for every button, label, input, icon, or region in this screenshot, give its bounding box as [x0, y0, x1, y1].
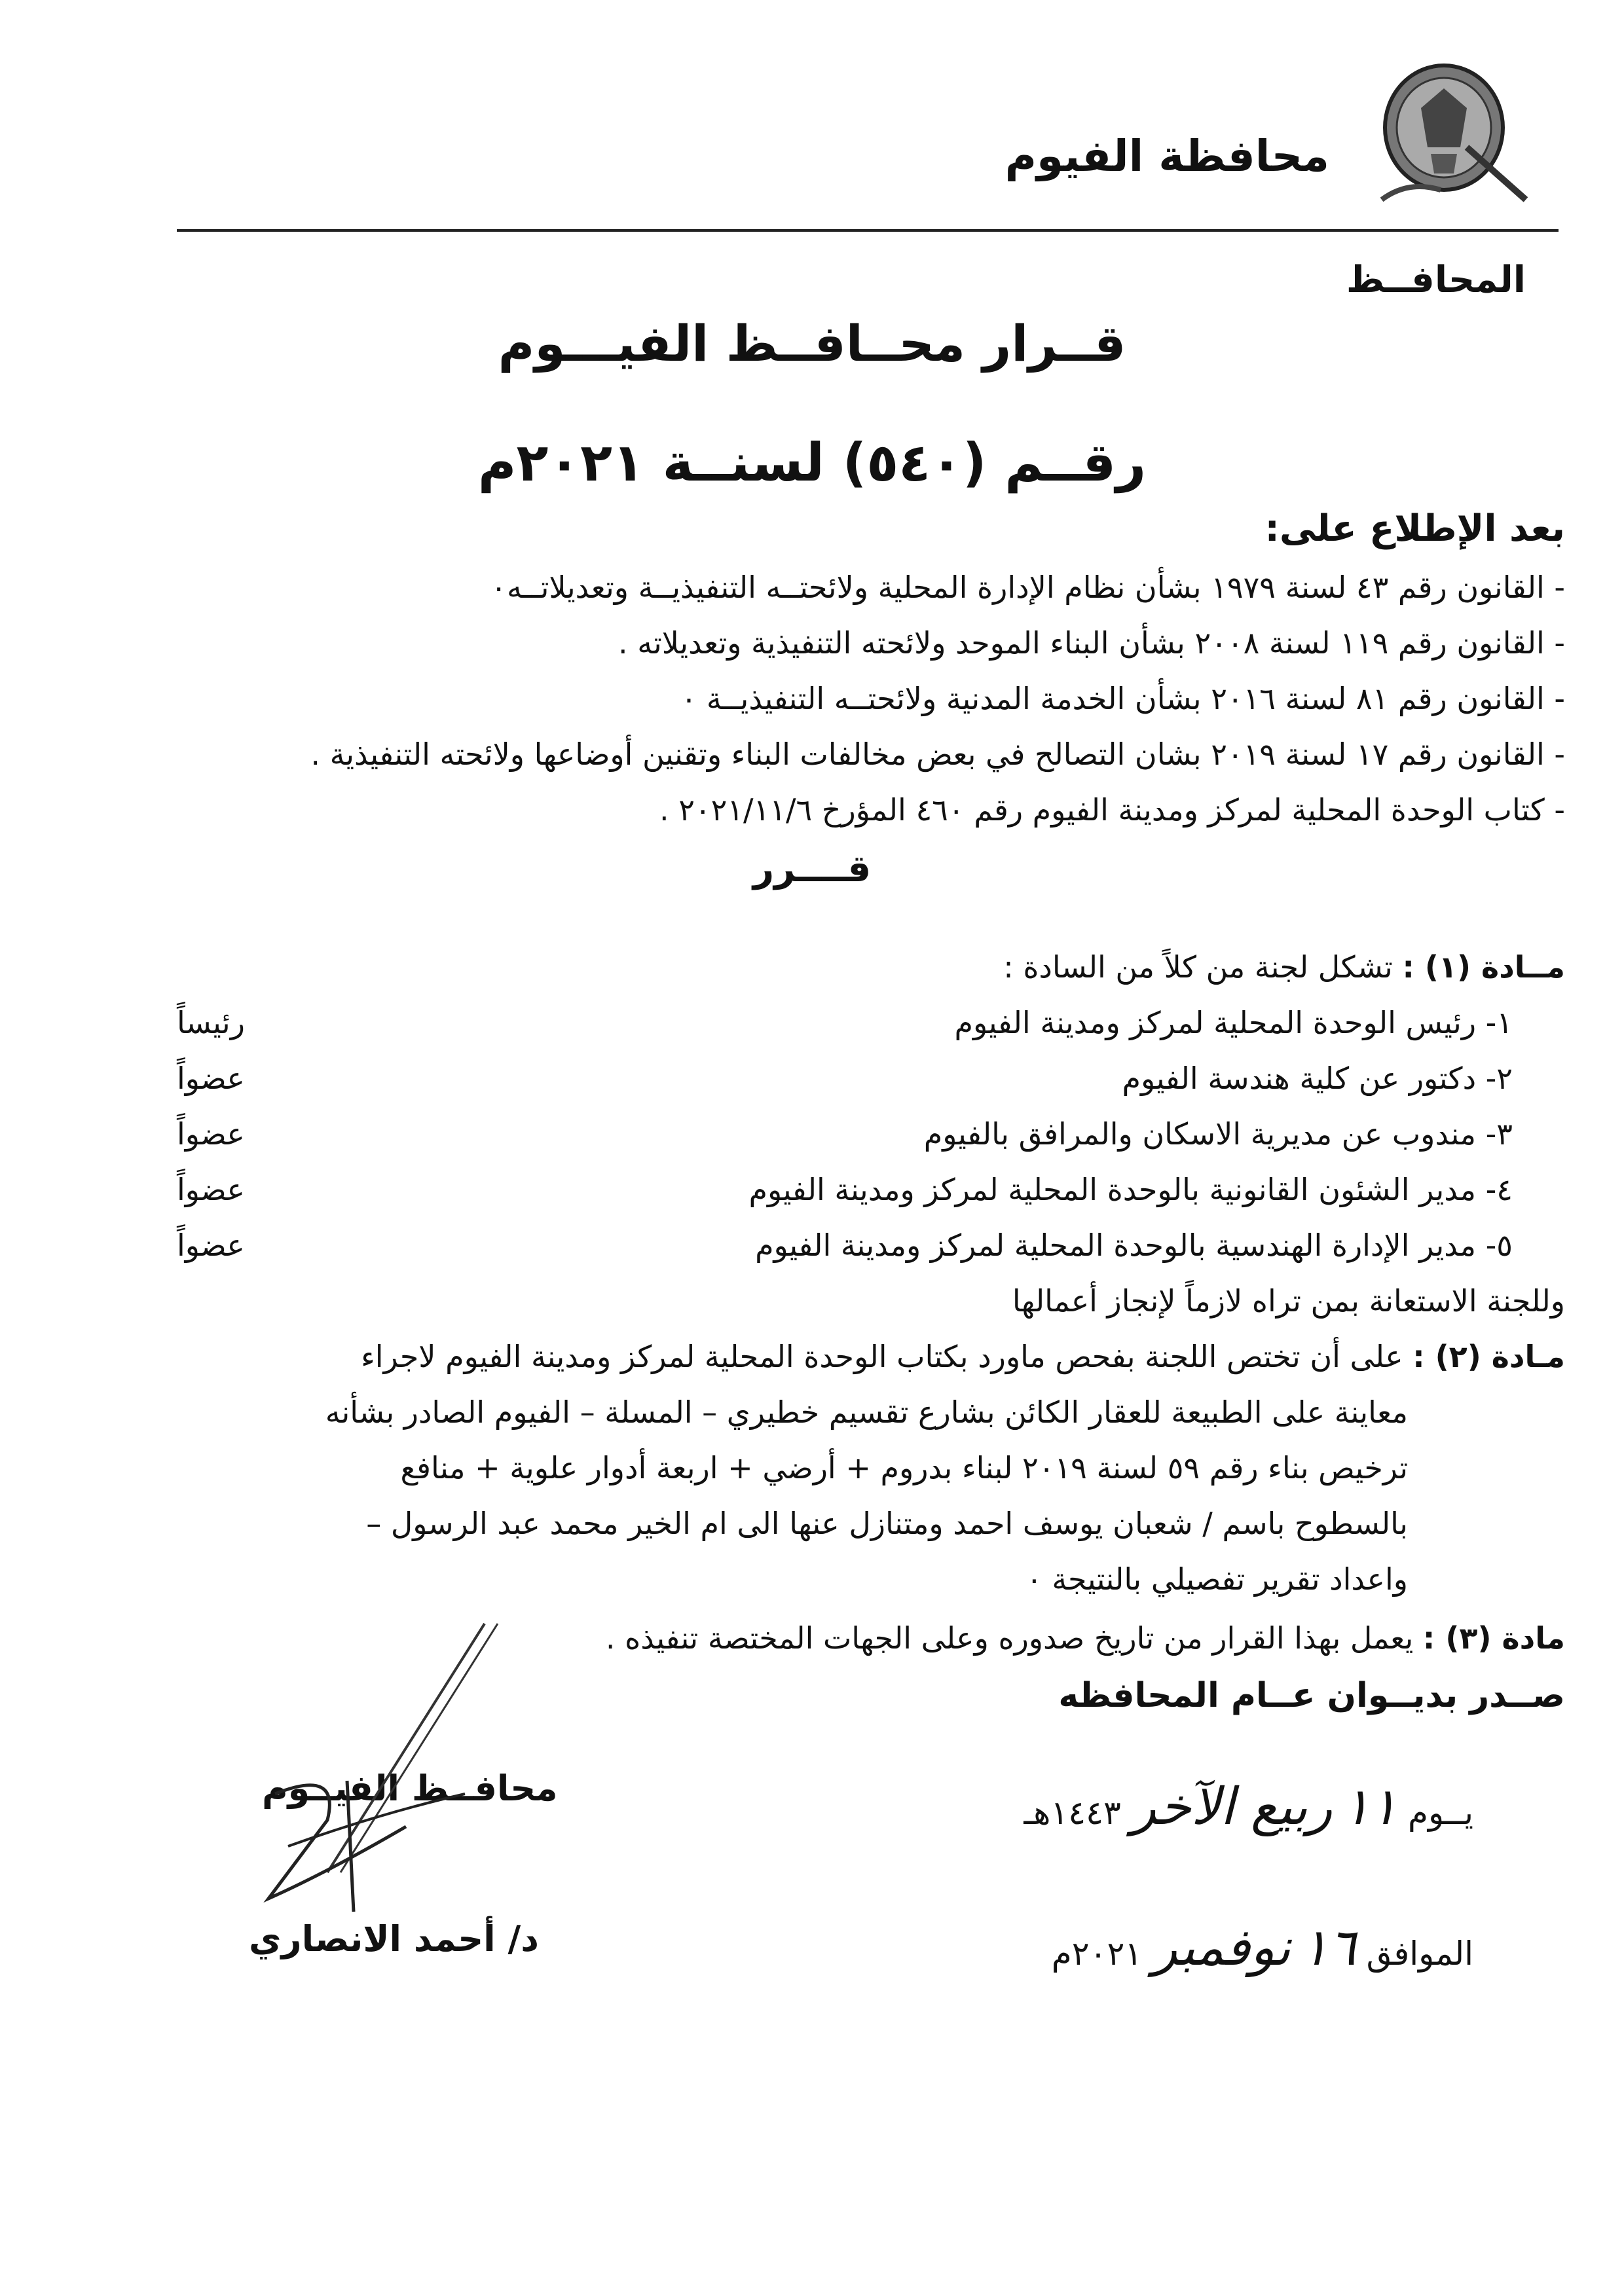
member-role: عضواً	[177, 1228, 245, 1263]
article-1-closing: وللجنة الاستعانة بمن تراه لازماً لإنجاز أعمالها	[1012, 1283, 1565, 1319]
hijri-month: ربيع الآخر	[1131, 1777, 1333, 1836]
signature-name: د/ أحمد الانصاري	[249, 1918, 539, 1959]
article-3	[606, 1620, 1565, 1656]
article-2-line: على أن تختص اللجنة بفحص ماورد بكتاب الوحدة المحلية لمركز ومدينة الفيوم لاجراء	[361, 1339, 1403, 1374]
hijri-day: ١١	[1342, 1777, 1398, 1836]
member-role: رئيساً	[177, 1005, 245, 1040]
committee-member: ١- رئيس الوحدة المحلية لمركز ومدينة الفيوم	[954, 1005, 1513, 1040]
greg-month: نوفمبر	[1153, 1918, 1291, 1977]
decision-title: قــرار محــافــظ الفيـــوم	[498, 314, 1126, 373]
decided-heading: قــــرر	[752, 848, 872, 890]
article-2	[361, 1339, 1565, 1374]
article-2-line: معاينة على الطبيعة للعقار الكائن بشارع تقسيم خطيري – المسلة – الفيوم الصادر بشأنه	[325, 1394, 1408, 1430]
day-label: يــوم	[1408, 1794, 1473, 1832]
gregorian-date	[1052, 1918, 1473, 1977]
governorate-name: محافظة الفيوم	[1005, 131, 1329, 181]
member-role: عضواً	[177, 1172, 245, 1207]
committee-member: ٤- مدير الشئون القانونية بالوحدة المحلية لمركز ومدينة الفيوم	[748, 1172, 1513, 1207]
office-label: المحافــظ	[1346, 259, 1526, 301]
member-role: عضواً	[177, 1116, 245, 1152]
law-item: - القانون رقم ٨١ لسنة ٢٠١٦ بشأن الخدمة المدنية ولائحتــه التنفيذيــة ٠	[680, 681, 1565, 716]
member-role: عضواً	[177, 1061, 245, 1096]
article-2-line: ترخيص بناء رقم ٥٩ لسنة ٢٠١٩ لبناء بدروم + أرضي + اربعة أدوار علوية + منافع	[400, 1450, 1408, 1485]
decision-number: رقــم (٥٤٠) لسنــة ٢٠٢١م	[477, 432, 1147, 493]
article-1-label: مــادة (١) :	[1402, 949, 1565, 985]
law-item: - القانون رقم ١١٩ لسنة ٢٠٠٨ بشأن البناء الموحد ولائحته التنفيذية وتعديلاته .	[618, 625, 1565, 661]
signature-title: محافــظ الفيــوم	[262, 1768, 558, 1809]
hijri-year: ١٤٤٣هـ	[1024, 1794, 1121, 1832]
article-2-label: مـادة (٢) :	[1412, 1339, 1565, 1374]
greg-day: ١٦	[1301, 1918, 1356, 1977]
committee-member: ٢- دكتور عن كلية هندسة الفيوم	[1122, 1061, 1513, 1096]
handwritten-signature	[249, 1597, 616, 1964]
law-item: - كتاب الوحدة المحلية لمركز ومدينة الفيوم رقم ٤٦٠ المؤرخ ٢٠٢١/١١/٦ .	[659, 792, 1565, 828]
corresponding-label: الموافق	[1366, 1935, 1473, 1973]
article-3-label: مادة (٣) :	[1422, 1620, 1565, 1656]
header-divider	[177, 229, 1559, 232]
committee-member: ٥- مدير الإدارة الهندسية بالوحدة المحلية لمركز ومدينة الفيوم	[755, 1228, 1513, 1263]
hijri-date	[1024, 1777, 1473, 1836]
law-item: - القانون رقم ٤٣ لسنة ١٩٧٩ بشأن نظام الإدارة المحلية ولائحتــه التنفيذيــة وتعديلاتــه٠	[490, 570, 1565, 605]
greg-year: ٢٠٢١م	[1051, 1935, 1143, 1973]
governorate-emblem	[1369, 49, 1532, 213]
committee-member: ٣- مندوب عن مديرية الاسكان والمرافق بالفيوم	[923, 1116, 1513, 1152]
after-reviewing-heading: بعد الإطلاع على:	[1264, 507, 1565, 550]
article-3-text: يعمل بهذا القرار من تاريخ صدوره وعلى الجهات المختصة تنفيذه .	[605, 1620, 1414, 1656]
issued-statement: صــدر بديــوان عــام المحافظه	[1058, 1676, 1565, 1715]
article-1	[1003, 949, 1565, 985]
law-item: - القانون رقم ١٧ لسنة ٢٠١٩ بشان التصالح في بعض مخالفات البناء وتقنين أوضاعها ولائحته التنفيذية .	[310, 737, 1565, 772]
article-1-text: تشكل لجنة من كلاً من السادة :	[1003, 949, 1393, 985]
article-2-line: واعداد تقرير تفصيلي بالنتيجة ٠	[1026, 1561, 1408, 1597]
article-2-line: بالسطوح باسم / شعبان يوسف احمد ومتنازل عنها الى ام الخير محمد عبد الرسول –	[366, 1506, 1408, 1541]
